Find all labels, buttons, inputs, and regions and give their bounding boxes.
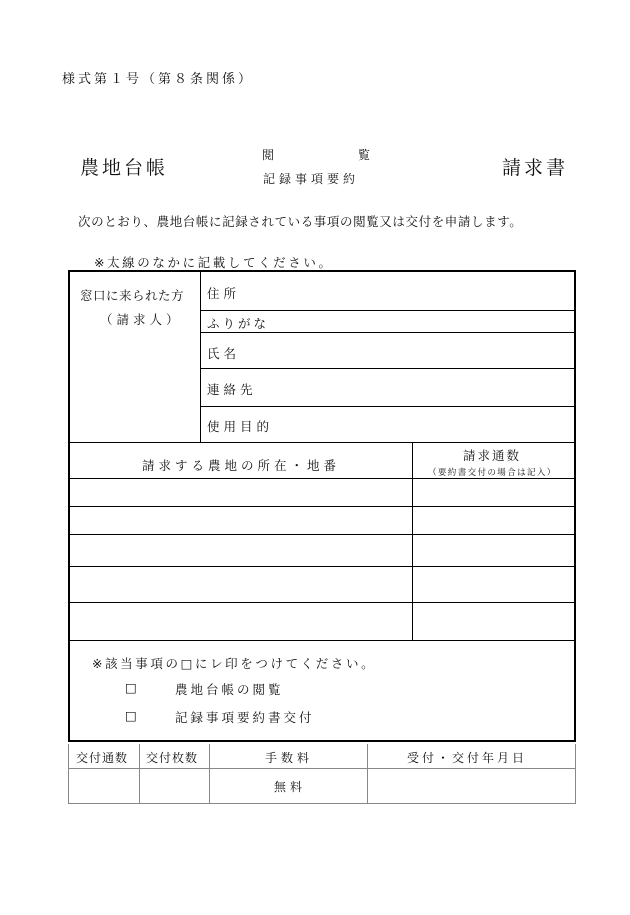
checkbox-summary-label: 記録事項要約書交付 xyxy=(175,710,315,725)
divider xyxy=(70,478,576,479)
fee-header: 手数料 xyxy=(265,751,314,765)
issued-copies-header: 交付通数 xyxy=(76,751,129,765)
divider xyxy=(70,602,576,603)
request-form-box xyxy=(68,270,576,742)
office-use-table xyxy=(68,744,576,804)
receipt-date-header: 受付・交付年月日 xyxy=(407,751,528,765)
checklist-note: ※該当事項の□にレ印をつけてください。 xyxy=(92,656,377,671)
divider xyxy=(69,768,575,769)
divider xyxy=(70,640,576,641)
requester-sublabel: （請求人） xyxy=(100,312,183,327)
divider xyxy=(139,744,140,804)
divider xyxy=(70,442,576,443)
title-right: 請求書 xyxy=(502,157,569,179)
fee-value: 無料 xyxy=(274,780,307,794)
requester-label: 窓口に来られた方 xyxy=(80,288,185,303)
purpose-field[interactable]: 使用目的 xyxy=(207,419,274,434)
checkbox-view[interactable]: □ xyxy=(125,680,137,695)
divider xyxy=(200,368,576,369)
issued-sheets-header: 交付枚数 xyxy=(146,751,199,765)
checkbox-view-label: 農地台帳の閲覧 xyxy=(175,682,284,697)
title-mid-view-a: 閲 xyxy=(262,148,275,162)
furigana-field[interactable]: ふりがな xyxy=(207,316,270,331)
checkbox-summary[interactable]: □ xyxy=(125,708,137,723)
divider xyxy=(200,332,576,333)
intro-text: 次のとおり、農地台帳に記録されている事項の閲覧又は交付を申請します。 xyxy=(78,214,523,229)
address-field[interactable]: 住所 xyxy=(207,286,241,301)
copies-header-note: （要約書交付の場合は記入） xyxy=(428,468,557,478)
name-field[interactable]: 氏名 xyxy=(207,346,241,361)
title-left: 農地台帳 xyxy=(80,157,169,179)
copies-header: 請求通数 xyxy=(463,448,522,463)
divider xyxy=(367,744,368,804)
divider xyxy=(200,310,576,311)
divider xyxy=(70,506,576,507)
divider xyxy=(200,272,201,442)
title-mid-summary: 記録事項要約 xyxy=(263,172,360,186)
divider xyxy=(70,534,576,535)
note-bold-border: ※太線のなかに記載してください。 xyxy=(94,255,334,270)
farmland-location-header: 請求する農地の所在・地番 xyxy=(142,458,341,473)
divider xyxy=(209,744,210,804)
divider xyxy=(200,406,576,407)
title-mid-view-b: 覧 xyxy=(358,148,371,162)
divider xyxy=(412,442,413,640)
contact-field[interactable]: 連絡先 xyxy=(207,382,257,397)
form-number: 様式第１号（第８条関係） xyxy=(62,72,255,87)
divider xyxy=(70,566,576,567)
